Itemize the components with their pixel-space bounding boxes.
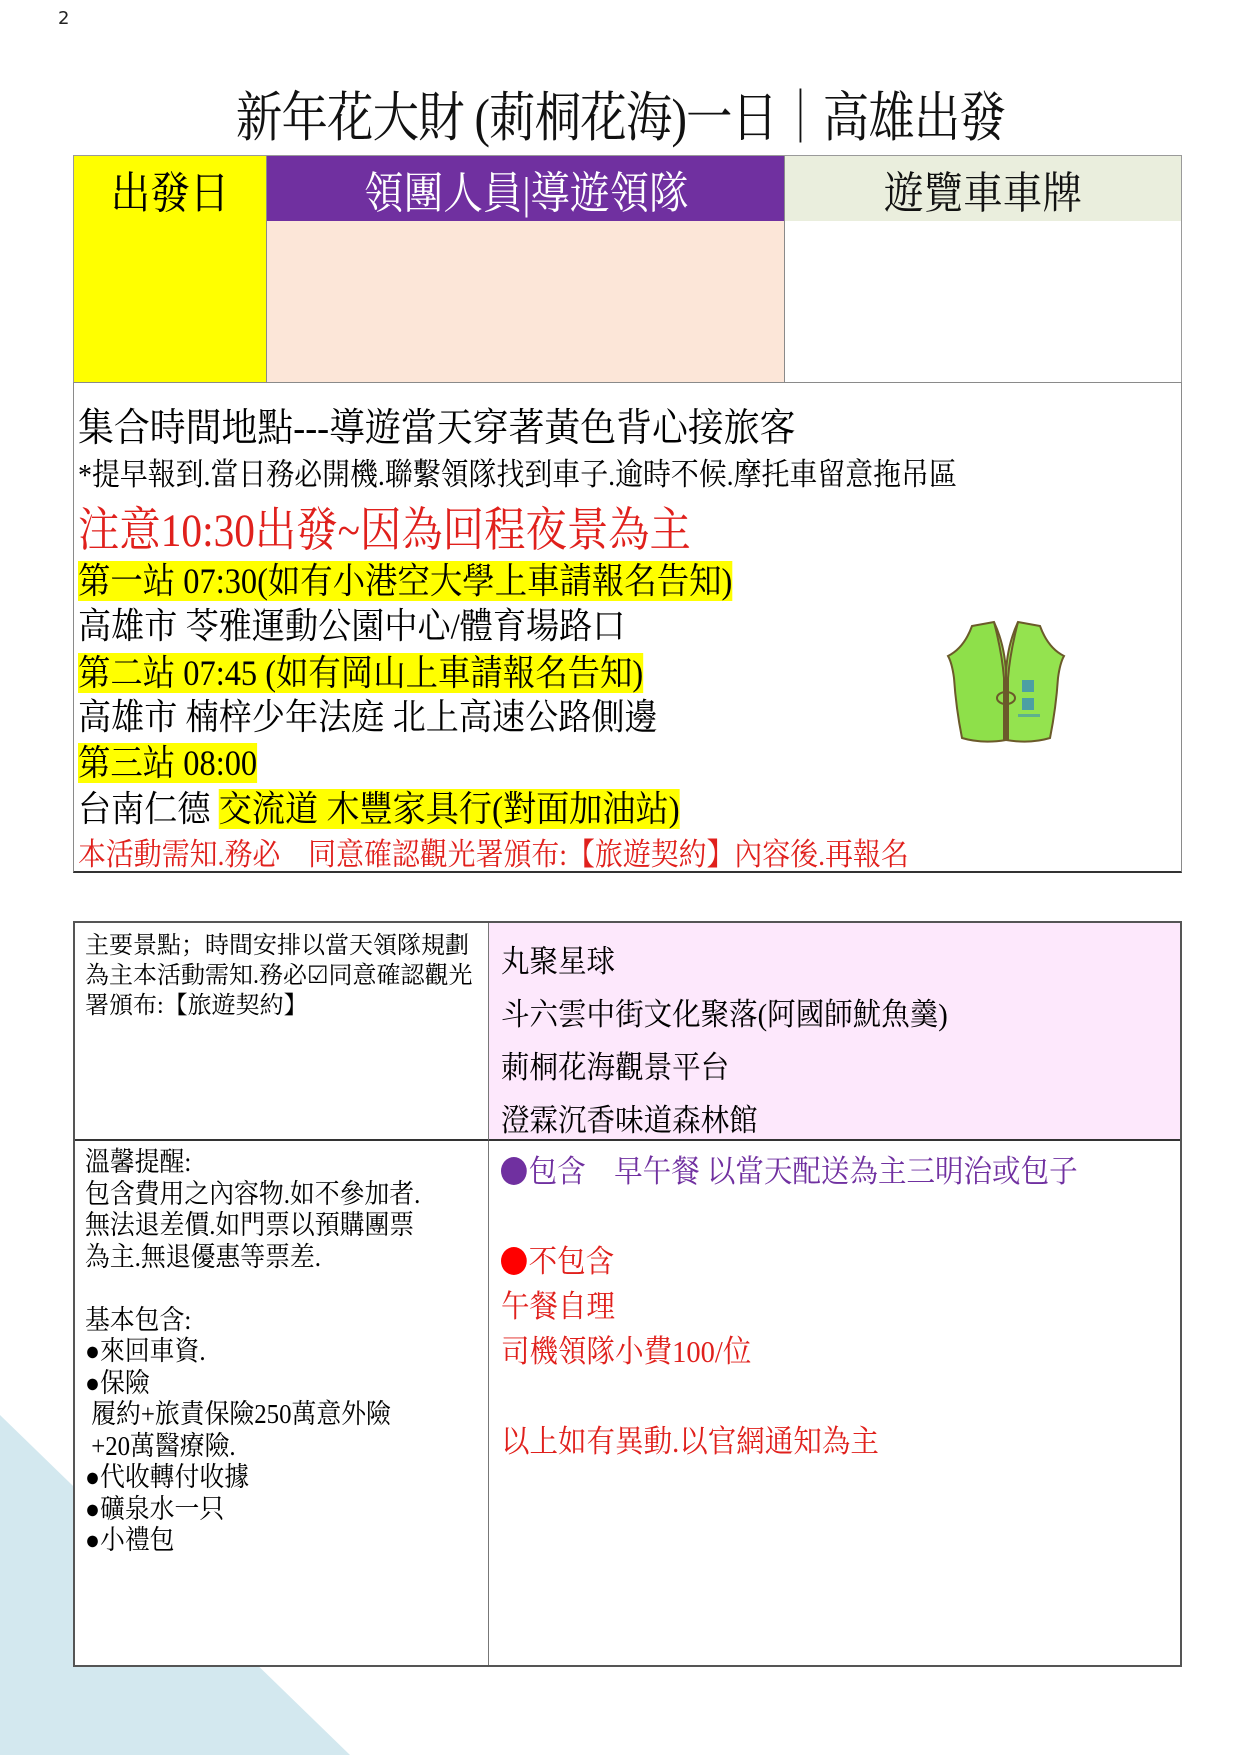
attraction-item: 莿桐花海觀景平台 bbox=[501, 1050, 730, 1085]
bus-plate-column bbox=[784, 156, 1181, 382]
itinerary-table bbox=[73, 921, 1182, 1667]
stop-1-location: 高雄市 苓雅運動公園中心/體育場路口 bbox=[78, 606, 626, 646]
tour-leader-header: 領團人員|導遊領隊 bbox=[267, 156, 785, 221]
basic-include-item: ●代收轉付收據 bbox=[85, 1462, 250, 1492]
change-notice: 以上如有異動.以官網通知為主 bbox=[501, 1424, 879, 1459]
attraction-item: 斗六雲中街文化聚落(阿國師魷魚羹) bbox=[501, 997, 948, 1032]
spacer bbox=[501, 1194, 1115, 1239]
page-title: 新年花大財 (莿桐花海)一日｜高雄出發 bbox=[235, 88, 1006, 148]
tour-info-table bbox=[73, 155, 1182, 383]
basic-include-item: 履約+旅責保險250萬意外險 bbox=[85, 1399, 391, 1429]
spacer bbox=[85, 1273, 447, 1305]
stop-3-label: 第三站 08:00 bbox=[78, 743, 258, 783]
attraction-item: 丸聚星球 bbox=[501, 944, 616, 979]
stop-1-label: 第一站 07:30(如有小港空大學上車請報名告知) bbox=[78, 561, 733, 601]
stop-2-location: 高雄市 楠梓少年法庭 北上高速公路側邊 bbox=[78, 697, 658, 737]
meeting-heading: 集合時間地點---導遊當天穿著黃色背心接旅客 bbox=[78, 407, 796, 450]
red-dot-icon bbox=[501, 1247, 527, 1275]
excluded-item: 司機領隊小費100/位 bbox=[501, 1334, 752, 1369]
basic-include-item: ●來回車資. bbox=[85, 1336, 206, 1366]
bus-plate-header: 遊覽車車牌 bbox=[785, 156, 1181, 221]
attractions-label: 主要景點；時間安排以當天領隊規劃為主本活動需知.務必☑同意確認觀光署頒布:【旅遊契約】 bbox=[75, 923, 489, 1141]
attraction-item: 澄霖沉香味道森林館 bbox=[501, 1103, 758, 1138]
inclusions-cell bbox=[489, 1141, 1180, 1665]
basic-include-title: 基本包含: bbox=[85, 1304, 192, 1335]
reminder-line: 無法退差價.如門票以預購團票 bbox=[85, 1210, 415, 1240]
reminder-line: 為主.無退優惠等票差. bbox=[85, 1241, 321, 1272]
departure-date-column bbox=[74, 156, 266, 382]
attractions-list bbox=[489, 923, 1180, 1141]
basic-include-item: +20萬醫療險. bbox=[85, 1430, 236, 1461]
departure-warning: 注意10:30出發~因為回程夜景為主 bbox=[78, 505, 691, 557]
tour-leader-value bbox=[267, 221, 785, 382]
spacer bbox=[501, 1374, 1115, 1419]
guide-vest-image bbox=[942, 608, 1070, 748]
reminder-line: 包含費用之內容物.如不參加者. bbox=[85, 1178, 421, 1209]
included-line: 包含 早午餐 以當天配送為主三明治或包子 bbox=[501, 1149, 1115, 1194]
reminder-notes bbox=[75, 1141, 489, 1665]
page-number: 2 bbox=[58, 8, 70, 29]
purple-dot-icon bbox=[501, 1157, 527, 1185]
excluded-heading: 不包含 bbox=[501, 1239, 1115, 1284]
departure-date-header: 出發日 bbox=[110, 168, 230, 218]
stop-3-location: 台南仁德 交流道 木豐家具行(對面加油站) bbox=[78, 789, 680, 829]
basic-include-item: ●保險 bbox=[85, 1367, 150, 1398]
excluded-item: 午餐自理 bbox=[501, 1289, 616, 1324]
reminder-title: 溫馨提醒: bbox=[85, 1147, 192, 1177]
contract-notice: 本活動需知.務必 同意確認觀光署頒布:【旅遊契約】內容後.再報名 bbox=[78, 837, 909, 872]
stop-2-label: 第二站 07:45 (如有岡山上車請報名告知) bbox=[78, 653, 644, 693]
basic-include-item: ●礦泉水一只 bbox=[85, 1493, 225, 1524]
meeting-notice: *提早報到.當日務必開機.聯繫領隊找到車子.逾時不候.摩托車留意拖吊區 bbox=[78, 457, 957, 492]
tour-leader-column bbox=[266, 156, 785, 382]
meeting-info-box bbox=[73, 382, 1182, 873]
basic-include-item: ●小禮包 bbox=[85, 1525, 175, 1555]
